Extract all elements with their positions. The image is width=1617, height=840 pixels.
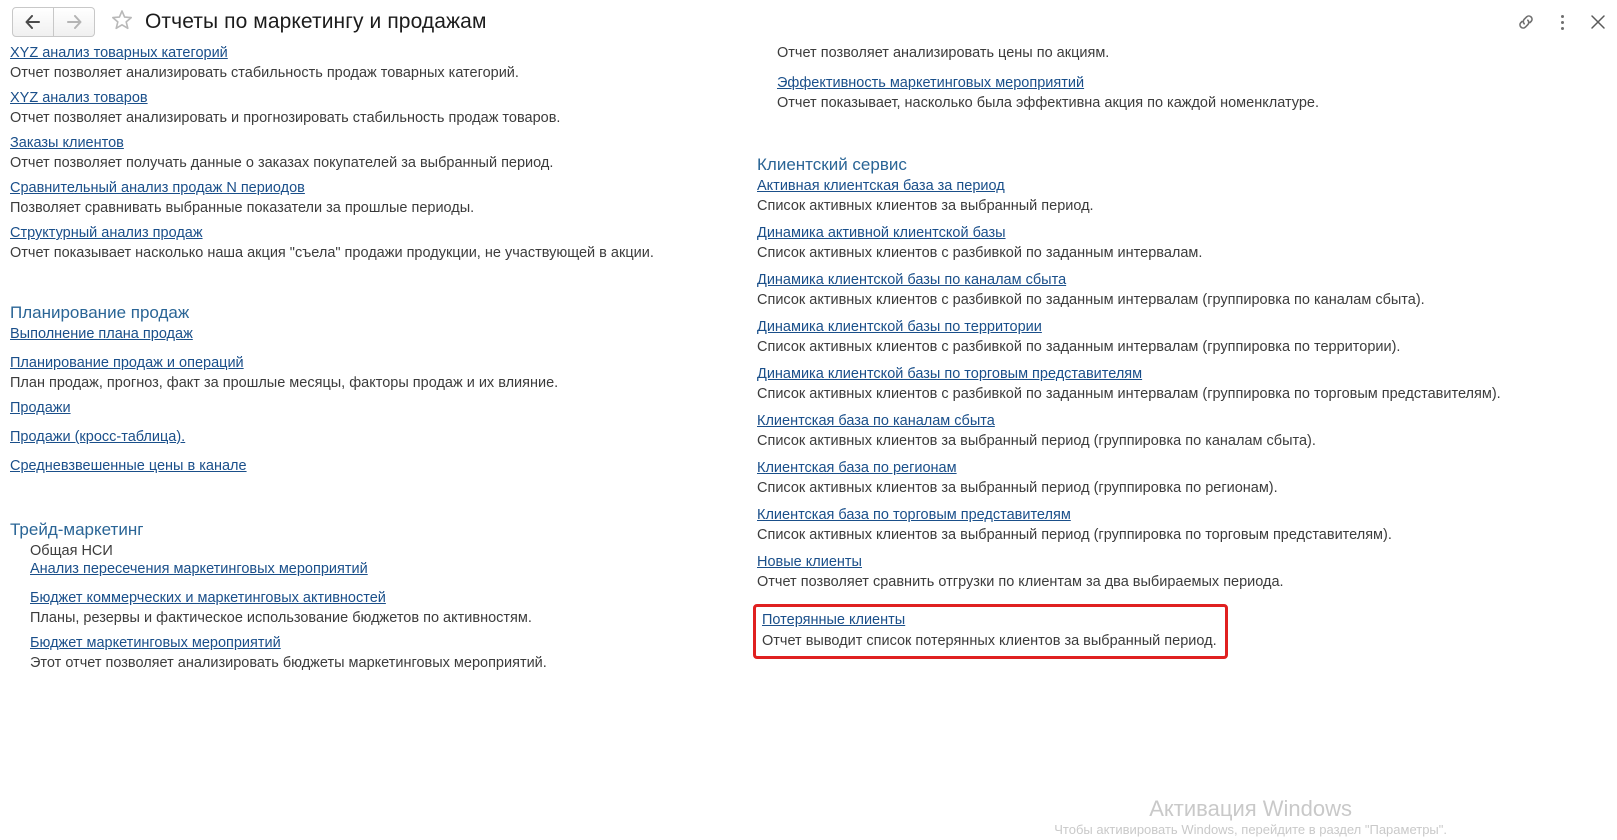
report-description: Список активных клиентов с разбивкой по заданным интервалам (группировка по каналам сбыта).	[757, 292, 1425, 308]
subsection-label-common-nsi: Общая НСИ	[30, 543, 113, 559]
report-item	[757, 224, 1602, 262]
windows-activation-watermark	[1054, 796, 1447, 838]
arrow-right-icon	[66, 15, 82, 29]
spacer	[10, 486, 745, 520]
title-bar	[0, 0, 1617, 44]
report-description: Отчет позволяет получать данные о заказах покупателей за выбранный период.	[10, 155, 554, 171]
report-link[interactable]: Клиентская база по каналам сбыта	[757, 413, 995, 429]
spacer	[10, 269, 745, 303]
report-link[interactable]: Динамика клиентской базы по каналам сбыта	[757, 272, 1067, 288]
report-description: Список активных клиентов с разбивкой по заданным интервалам (группировка по торговым представителям).	[757, 386, 1501, 402]
section-title-trade-marketing: Трейд-маркетинг	[10, 520, 144, 539]
arrow-left-icon	[25, 15, 41, 29]
report-description: Отчет выводит список потерянных клиентов за выбранный период.	[762, 633, 1217, 649]
link-icon[interactable]	[1515, 11, 1537, 33]
report-link[interactable]: Продажи	[10, 400, 71, 416]
report-link[interactable]: Эффективность маркетинговых мероприятий	[777, 75, 1085, 91]
spacer	[757, 121, 1602, 155]
report-item	[10, 325, 745, 345]
report-link[interactable]: Сравнительный анализ продаж N периодов	[10, 180, 305, 196]
report-description: Список активных клиентов за выбранный период (группировка по торговым представителям).	[757, 527, 1392, 543]
report-link[interactable]: Анализ пересечения маркетинговых мероприятий	[30, 561, 368, 577]
report-link[interactable]: XYZ анализ товарных категорий	[10, 45, 228, 61]
report-link[interactable]: Средневзвешенные цены в канале	[10, 458, 247, 474]
watermark-line-1: Активация Windows	[1149, 796, 1352, 821]
section-title-client-service: Клиентский сервис	[757, 155, 907, 174]
report-description: Отчет позволяет сравнить отгрузки по клиентам за два выбираемых периода.	[757, 574, 1284, 590]
right-column	[757, 44, 1602, 659]
report-item	[10, 224, 745, 262]
report-description: Позволяет сравнивать выбранные показатели за прошлые периоды.	[10, 200, 475, 216]
report-item	[10, 179, 745, 217]
report-link[interactable]: Динамика клиентской базы по территории	[757, 319, 1042, 335]
report-item	[10, 44, 745, 82]
report-item	[757, 177, 1602, 215]
report-link[interactable]: Клиентская база по торговым представителям	[757, 507, 1071, 523]
title-bar-actions	[1515, 0, 1609, 44]
report-item	[10, 634, 745, 672]
page-title: Отчеты по маркетингу и продажам	[145, 10, 487, 33]
report-description: Отчет показывает насколько наша акция "съела" продажи продукции, не участвующей в акции.	[10, 245, 654, 261]
report-item	[10, 589, 745, 627]
report-link[interactable]: Клиентская база по регионам	[757, 460, 957, 476]
report-description: Отчет показывает, насколько была эффективна акция по каждой номенклатуре.	[777, 95, 1319, 111]
report-item	[10, 560, 745, 580]
report-link-lost-clients[interactable]: Потерянные клиенты	[762, 612, 906, 628]
report-link[interactable]: Заказы клиентов	[10, 135, 124, 151]
favorite-button[interactable]	[109, 9, 135, 35]
report-item	[10, 457, 745, 477]
report-description: Список активных клиентов за выбранный период (группировка по регионам).	[757, 480, 1278, 496]
report-link[interactable]: Продажи (кросс-таблица).	[10, 429, 186, 445]
report-link[interactable]: Динамика активной клиентской базы	[757, 225, 1006, 241]
highlighted-report-item	[753, 604, 1228, 659]
report-description: Список активных клиентов за выбранный период (группировка по каналам сбыта).	[757, 433, 1316, 449]
watermark-line-2: Чтобы активировать Windows, перейдите в раздел "Параметры".	[1054, 822, 1447, 837]
report-item	[10, 428, 745, 448]
kebab-menu-icon[interactable]	[1551, 11, 1573, 33]
report-catalog	[0, 44, 1617, 840]
report-item	[757, 271, 1602, 309]
report-item	[757, 553, 1602, 591]
section-title-planning: Планирование продаж	[10, 303, 190, 322]
left-column	[10, 44, 745, 679]
report-item	[10, 399, 745, 419]
report-link[interactable]: XYZ анализ товаров	[10, 90, 148, 106]
report-item	[10, 134, 745, 172]
report-link[interactable]: Выполнение плана продаж	[10, 326, 193, 342]
kebab-dots	[1561, 15, 1564, 30]
report-item	[757, 412, 1602, 450]
report-link[interactable]: Новые клиенты	[757, 554, 862, 570]
report-description: План продаж, прогноз, факт за прошлые месяцы, факторы продаж и их влияние.	[10, 375, 559, 391]
navigation-buttons	[12, 7, 95, 37]
report-link[interactable]: Бюджет коммерческих и маркетинговых активностей	[30, 590, 386, 606]
report-description: Планы, резервы и фактическое использование бюджетов по активностям.	[30, 610, 532, 626]
report-item	[757, 459, 1602, 497]
report-link[interactable]: Бюджет маркетинговых мероприятий	[30, 635, 281, 651]
close-icon[interactable]	[1587, 11, 1609, 33]
forward-button[interactable]	[54, 7, 95, 37]
report-link[interactable]: Структурный анализ продаж	[10, 225, 203, 241]
report-link[interactable]: Динамика клиентской базы по торговым представителям	[757, 366, 1143, 382]
report-link[interactable]: Активная клиентская база за период	[757, 178, 1005, 194]
report-item	[757, 318, 1602, 356]
report-link[interactable]: Планирование продаж и операций	[10, 355, 244, 371]
report-description: Список активных клиентов за выбранный период.	[757, 198, 1094, 214]
report-item	[10, 89, 745, 127]
report-description: Отчет позволяет анализировать стабильность продаж товарных категорий.	[10, 65, 519, 81]
report-description: Отчет позволяет анализировать цены по акциям.	[777, 45, 1110, 61]
report-item	[757, 74, 1602, 112]
star-icon	[110, 8, 134, 37]
report-description: Список активных клиентов с разбивкой по заданным интервалам (группировка по территории).	[757, 339, 1401, 355]
report-item	[757, 365, 1602, 403]
back-button[interactable]	[12, 7, 54, 37]
report-description: Отчет позволяет анализировать и прогнозировать стабильность продаж товаров.	[10, 110, 561, 126]
report-item	[10, 354, 745, 392]
report-description: Список активных клиентов с разбивкой по заданным интервалам.	[757, 245, 1203, 261]
report-item	[757, 506, 1602, 544]
report-description: Этот отчет позволяет анализировать бюджеты маркетинговых мероприятий.	[30, 655, 547, 671]
